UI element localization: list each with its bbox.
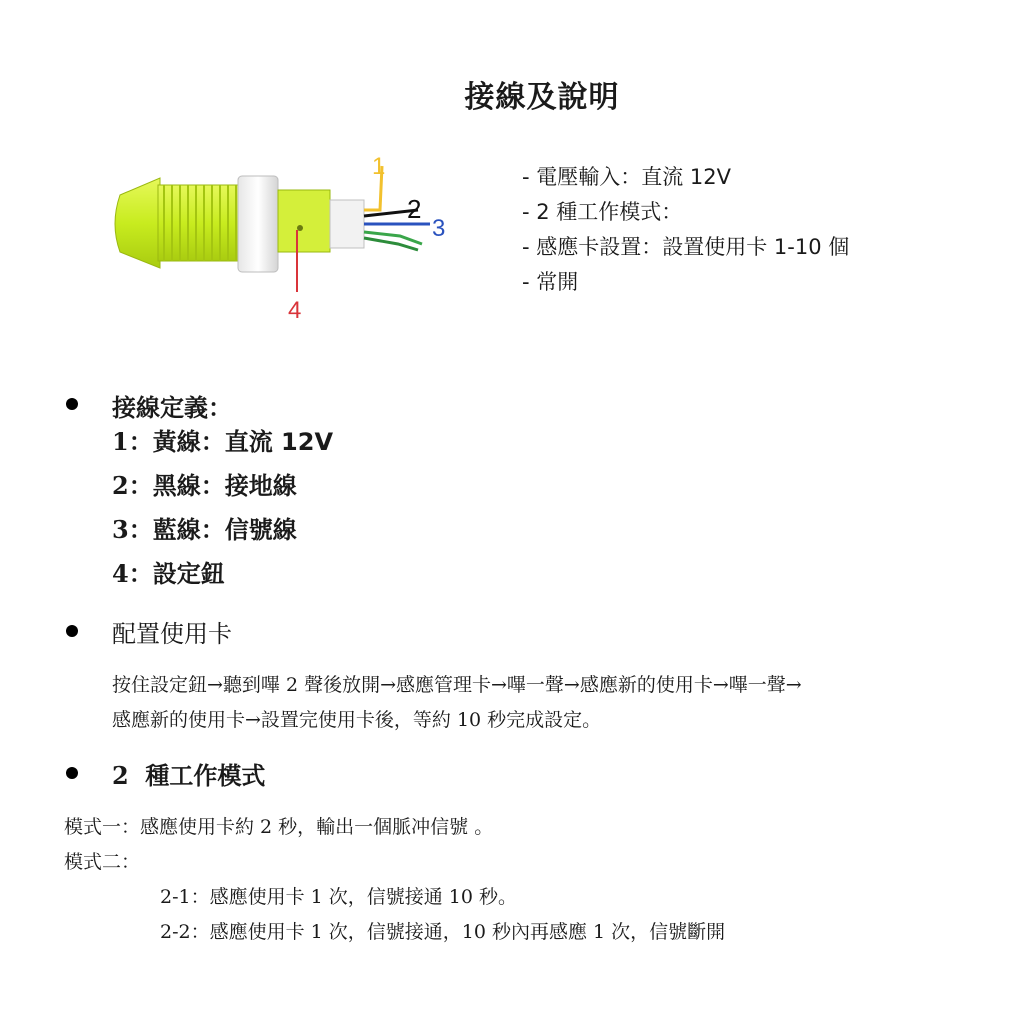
wire-connector <box>330 200 364 248</box>
mode-2: 模式二： <box>64 851 141 873</box>
mode-2-2: 2-2：感應使用卡 1 次，信號接通，10 秒內再感應 1 次，信號斷開 <box>160 921 726 943</box>
mounting-nut <box>238 176 278 272</box>
config-line: 按住設定鈕→聽到嗶 2 聲後放開→感應管理卡→嗶一聲→感應新的使用卡→嗶一聲→ <box>112 674 802 696</box>
bullet-icon <box>66 625 78 637</box>
callout-2: 2 <box>407 194 422 224</box>
bullet-icon <box>66 767 78 779</box>
wiring-item: 2：黑線：接地線 <box>112 471 297 500</box>
mode-1: 模式一：感應使用卡約 2 秒，輸出一個脈冲信號 。 <box>64 816 494 838</box>
wiring-item: 3：藍線：信號線 <box>112 515 297 544</box>
lens-dome <box>115 178 160 268</box>
page-title: 接線及說明 <box>464 80 620 115</box>
rear-housing <box>278 190 330 252</box>
callout-4: 4 <box>288 297 302 324</box>
config-heading: 配置使用卡 <box>112 620 232 648</box>
config-steps <box>112 668 802 738</box>
wiring-heading: 接線定義： <box>112 394 232 422</box>
spec-item: - 2 種工作模式： <box>522 200 683 224</box>
wiring-item: 4：設定鈕 <box>112 559 225 588</box>
modes-heading: 2 種工作模式 <box>112 761 266 790</box>
spec-item: - 感應卡設置：設置使用卡 1-10 個 <box>522 235 850 259</box>
callout-1: 1 <box>372 153 386 180</box>
config-line: 感應新的使用卡→設置完使用卡後，等約 10 秒完成設定。 <box>112 709 602 731</box>
sensor-button-illustration <box>100 140 470 330</box>
mode-2-1: 2-1：感應使用卡 1 次，信號接通 10 秒。 <box>160 886 518 908</box>
wiring-definition-list <box>112 420 333 596</box>
spec-list <box>522 160 849 300</box>
spec-item: - 電壓輸入：直流 12V <box>522 165 732 189</box>
bullet-icon <box>66 398 78 410</box>
spec-item: - 常開 <box>522 270 579 294</box>
callout-3: 3 <box>432 215 446 242</box>
wiring-item: 1：黃線：直流 12V <box>112 427 334 456</box>
